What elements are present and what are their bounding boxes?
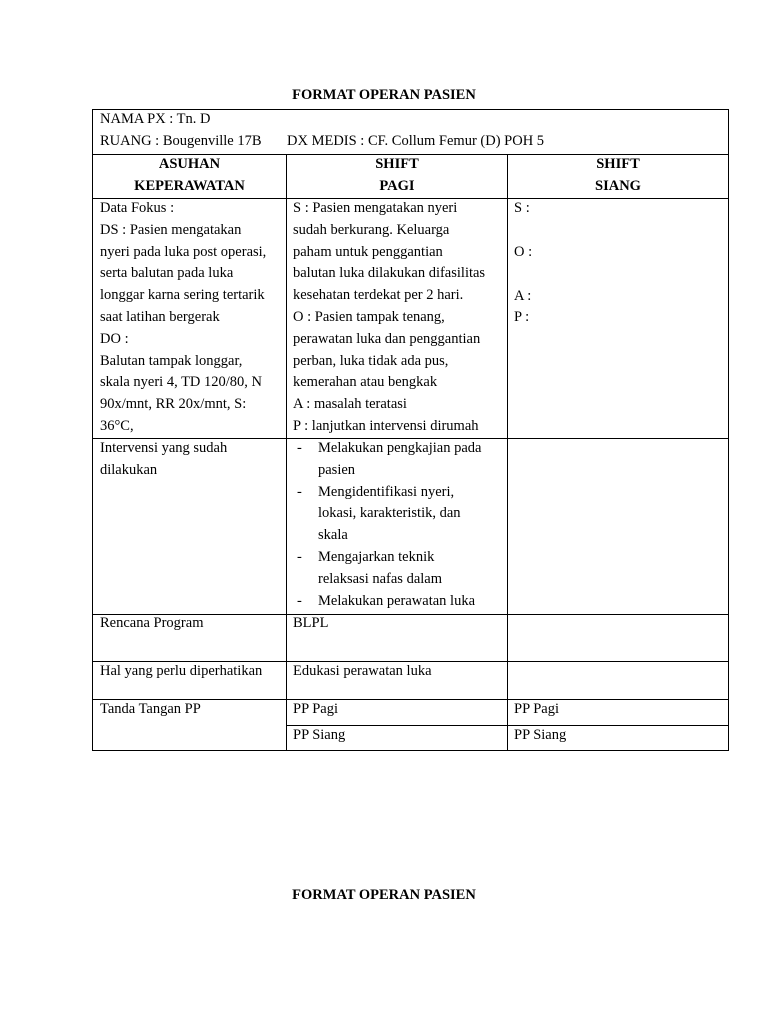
list-item-text: relaksasi nafas dalam bbox=[318, 570, 443, 587]
soap-pagi-cell bbox=[293, 198, 485, 438]
intervensi-label-line: Intervensi yang sudah bbox=[100, 440, 228, 456]
list-item-text: Mengidentifikasi nyeri, bbox=[318, 483, 455, 500]
document-title: FORMAT OPERAN PASIEN bbox=[292, 87, 476, 103]
data-fokus-line: nyeri pada luka post operasi, bbox=[100, 243, 267, 260]
list-item-text: skala bbox=[318, 527, 348, 544]
soap-pagi-line: P : lanjutkan intervensi dirumah bbox=[293, 417, 479, 434]
header-text: PAGI bbox=[379, 177, 415, 194]
list-item bbox=[293, 547, 481, 591]
list-item-text: pasien bbox=[318, 461, 356, 478]
list-item bbox=[293, 438, 481, 482]
soap-pagi-line: kemerahan atau bengkak bbox=[293, 374, 438, 391]
table-rule bbox=[286, 154, 287, 751]
data-fokus-cell bbox=[100, 198, 266, 438]
list-item bbox=[293, 482, 481, 547]
table-rule bbox=[507, 154, 508, 751]
soap-pagi-line: kesehatan terdekat per 2 hari. bbox=[293, 287, 464, 304]
data-fokus-line: 36°C, bbox=[100, 417, 134, 434]
ttd-siang-pp-siang: PP Siang bbox=[514, 727, 567, 743]
soap-siang-p: P : bbox=[514, 309, 530, 325]
soap-pagi-line: paham untuk penggantian bbox=[293, 243, 443, 260]
soap-pagi-line: S : Pasien mengatakan nyeri bbox=[293, 200, 458, 216]
soap-pagi-line: balutan luka dilakukan difasilitas bbox=[293, 265, 486, 282]
header-text: SHIFT bbox=[596, 156, 640, 172]
header-text: SIANG bbox=[595, 177, 641, 194]
soap-pagi-line: O : Pasien tampak tenang, bbox=[293, 308, 445, 325]
patient-room: RUANG : Bougenville 17B bbox=[100, 133, 262, 149]
tanda-tangan-label: Tanda Tangan PP bbox=[100, 701, 201, 717]
header-text: SHIFT bbox=[375, 156, 419, 172]
rencana-program-pagi: BLPL bbox=[293, 615, 329, 631]
header-shift-pagi bbox=[287, 154, 507, 198]
data-fokus-line: serta balutan pada luka bbox=[100, 265, 234, 282]
soap-siang-a: A : bbox=[514, 288, 532, 304]
soap-pagi-line: A : masalah teratasi bbox=[293, 396, 407, 413]
medical-diagnosis: DX MEDIS : CF. Collum Femur (D) POH 5 bbox=[287, 133, 545, 149]
rencana-program-label: Rencana Program bbox=[100, 615, 204, 631]
soap-pagi-line: perban, luka tidak ada pus, bbox=[293, 352, 449, 369]
intervensi-label bbox=[100, 438, 227, 482]
data-fokus-line: DS : Pasien mengatakan bbox=[100, 221, 242, 238]
header-asuhan-keperawatan bbox=[93, 154, 286, 198]
data-fokus-line: Data Fokus : bbox=[100, 200, 175, 216]
list-item bbox=[293, 591, 481, 613]
data-fokus-line: saat latihan bergerak bbox=[100, 308, 220, 325]
perhatian-pagi: Edukasi perawatan luka bbox=[293, 663, 432, 679]
list-item-text: Melakukan pengkajian pada bbox=[318, 440, 482, 456]
ttd-pagi-pp-pagi: PP Pagi bbox=[293, 701, 338, 717]
document-title-repeat: FORMAT OPERAN PASIEN bbox=[292, 887, 476, 903]
list-item-text: Mengajarkan teknik bbox=[318, 548, 435, 565]
data-fokus-line: skala nyeri 4, TD 120/80, N bbox=[100, 374, 263, 391]
data-fokus-line: Balutan tampak longgar, bbox=[100, 352, 243, 369]
handover-table bbox=[92, 109, 729, 751]
patient-name: NAMA PX : Tn. D bbox=[100, 111, 211, 127]
list-item-text: lokasi, karakteristik, dan bbox=[318, 505, 461, 522]
soap-pagi-line: sudah berkurang. Keluarga bbox=[293, 221, 450, 238]
soap-siang-o: O : bbox=[514, 244, 533, 260]
data-fokus-line: DO : bbox=[100, 330, 129, 347]
soap-pagi-line: perawatan luka dan penggantian bbox=[293, 330, 481, 347]
list-item-text: Melakukan perawatan luka bbox=[318, 592, 476, 609]
intervensi-label-line: dilakukan bbox=[100, 461, 158, 478]
header-shift-siang bbox=[508, 154, 728, 198]
intervensi-list bbox=[293, 438, 481, 612]
header-text: ASUHAN bbox=[158, 156, 221, 172]
ttd-siang-pp-pagi: PP Pagi bbox=[514, 701, 559, 717]
soap-siang-s: S : bbox=[514, 200, 530, 216]
ttd-pagi-pp-siang: PP Siang bbox=[293, 727, 346, 743]
perhatian-label: Hal yang perlu diperhatikan bbox=[100, 663, 263, 679]
header-text: KEPERAWATAN bbox=[134, 177, 245, 194]
data-fokus-line: longgar karna sering tertarik bbox=[100, 287, 265, 304]
data-fokus-line: 90x/mnt, RR 20x/mnt, S: bbox=[100, 396, 247, 413]
